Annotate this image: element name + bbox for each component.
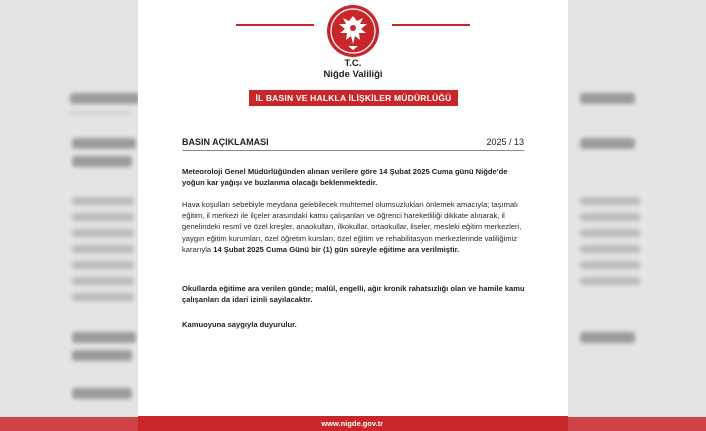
document-number: 2025 / 13 bbox=[486, 137, 524, 147]
emblem-icon bbox=[326, 4, 380, 58]
header-divider-right bbox=[392, 24, 470, 26]
paragraph-intro: Meteoroloji Genel Müdürlüğünden alınan verilere göre 14 Şubat 2025 Cuma günü Niğde'de yoğun kar yağışı ve buzlanma olacağı beklenmektedir. bbox=[182, 167, 508, 188]
page-title: BASIN AÇIKLAMASI bbox=[182, 137, 269, 147]
title-divider bbox=[182, 150, 524, 151]
paragraph-decision-bold: 14 Şubat 2025 Cuma Günü bir (1) gün süreyle eğitime ara verilmiştir. bbox=[213, 244, 460, 254]
website-link[interactable]: www.nigde.gov.tr bbox=[321, 419, 383, 428]
department-banner: İL BASIN VE HALKLA İLİŞKİLER MÜDÜRLÜĞÜ bbox=[249, 90, 458, 106]
tc-label: T.C. bbox=[344, 58, 362, 69]
paragraph-closing: Kamuoyuna saygıyla duyurulur. bbox=[182, 320, 297, 329]
press-release-document bbox=[138, 0, 568, 431]
title-row bbox=[182, 137, 524, 151]
footer-bar bbox=[138, 416, 568, 431]
institution-name: Niğde Valiliği bbox=[323, 69, 383, 80]
header-divider-left bbox=[236, 24, 314, 26]
paragraph-leave: Okullarda eğitime ara verilen günde; malûl, engelli, ağır kronik rahatsızlığı olan ve hamile kamu çalışanları da idari izinli sayılacaktır. bbox=[182, 284, 525, 305]
paragraph-decision-text: Hava koşulları sebebiyle meydana gelebilecek muhtemel olumsuzlukları önlemek amacıyla; taşımalı eğitim, il merkezi ile ilçeler arasındaki kamu çalışanları ve öğrenci hareketliliği dikkate alınarak, il genelindeki resmî ve özel kreşler, anaokulları, ilkokullar, ortaokullar, liseler, mesleki eğitim merkezleri, yaygın eğitim kurumları, özel öğretim kursları, özel eğitim ve rehabilitasyon merkezlerinde valiliğimiz kararıyla bbox=[182, 200, 522, 254]
paragraph-decision bbox=[182, 199, 527, 255]
